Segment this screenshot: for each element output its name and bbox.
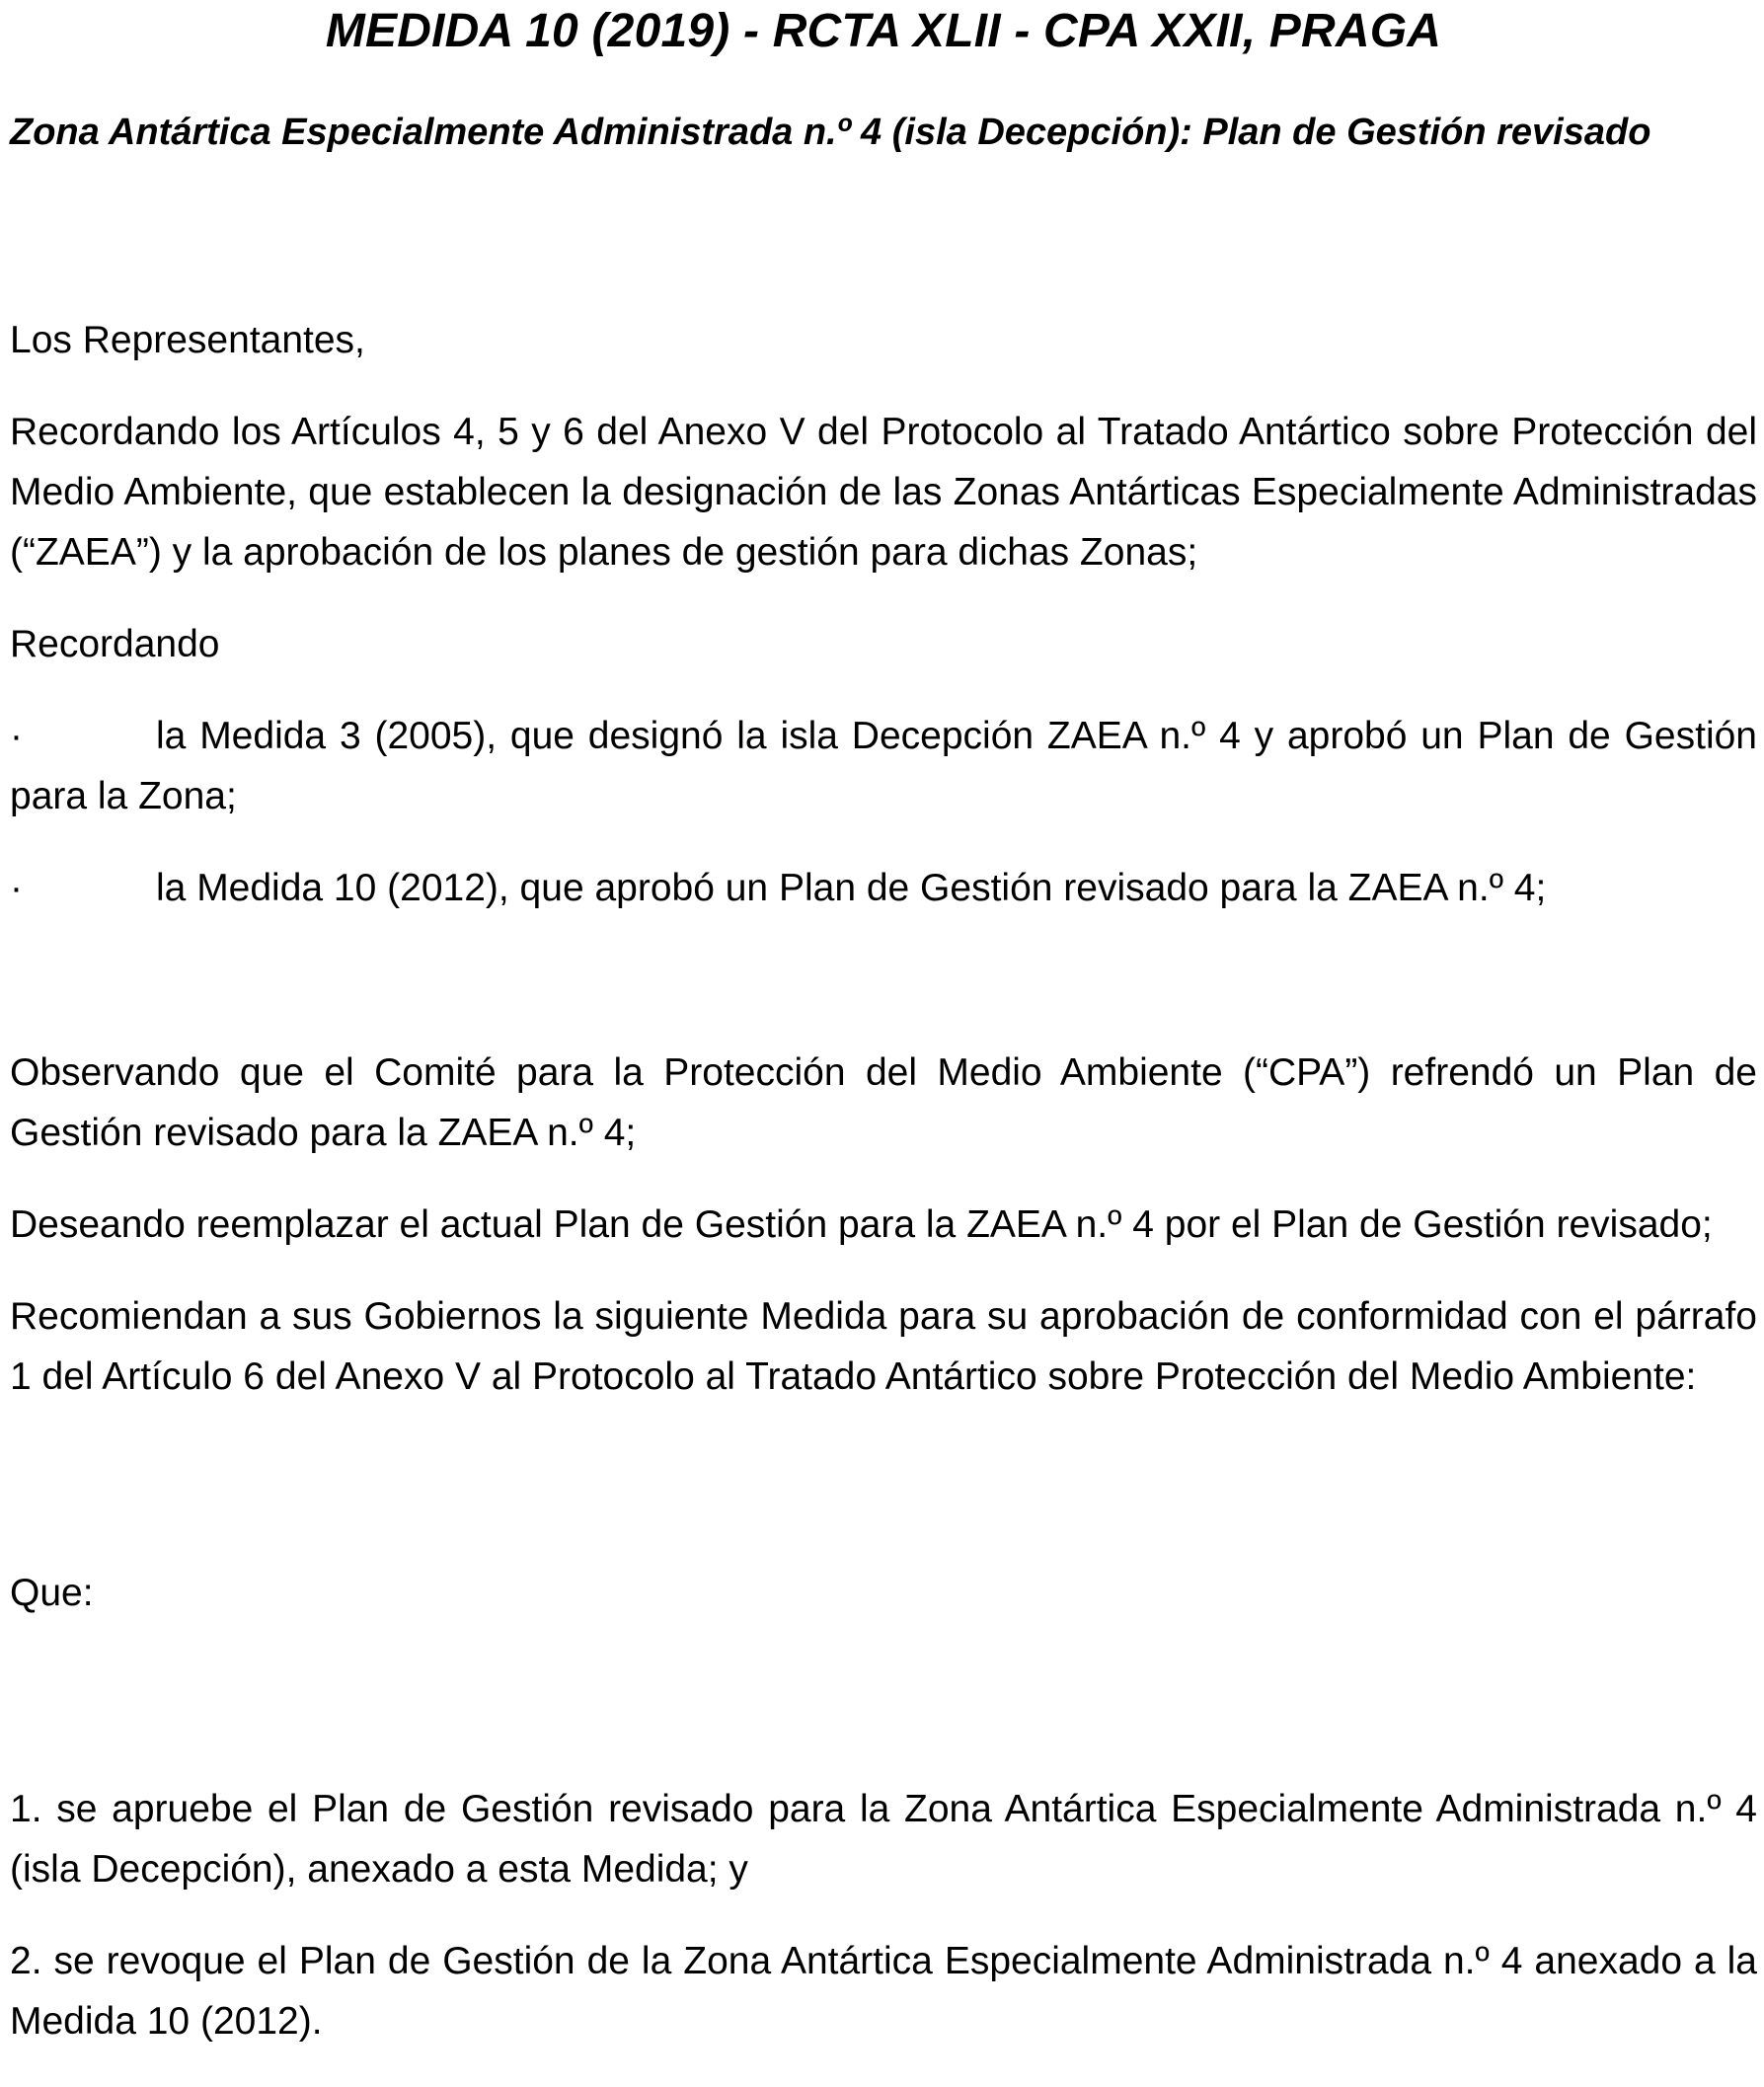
bullet-item-measure-10-2012 (10, 858, 1757, 918)
numbered-item-1: 1. se apruebe el Plan de Gestión revisado para la Zona Antártica Especialmente Administrada n.º 4 (isla Decepción), anexado a esta Medida; y (10, 1788, 1757, 1891)
bullet-item-text: la Medida 3 (2005), que designó la isla Decepción ZAEA n.º 4 y aprobó un Plan de Gestión para la Zona; (10, 715, 1757, 817)
bullet-mark: · (10, 867, 23, 909)
que-label: Que: (10, 1572, 94, 1614)
recalling-label: Recordando (10, 623, 220, 665)
numbered-item-2: 2. se revoque el Plan de Gestión de la Zona Antártica Especialmente Administrada n.º 4 anexado a la Medida 10 (2012). (10, 1940, 1757, 2043)
bullet-item-measure-3-2005 (10, 706, 1757, 826)
document-subtitle: Zona Antártica Especialmente Administrada n.º 4 (isla Decepción): Plan de Gestión revisado (10, 112, 1651, 153)
document-page (10, 0, 1757, 2051)
bullet-item-text: la Medida 10 (2012), que aprobó un Plan de Gestión revisado para la ZAEA n.º 4; (156, 867, 1547, 909)
desiring-paragraph: Deseando reemplazar el actual Plan de Gestión para la ZAEA n.º 4 por el Plan de Gestión revisado; (10, 1203, 1713, 1246)
observing-paragraph: Observando que el Comité para la Protección del Medio Ambiente (“CPA”) refrendó un Plan de Gestión revisado para la ZAEA n.º 4; (10, 1051, 1757, 1154)
greeting-paragraph: Los Representantes, (10, 319, 365, 361)
document-title: MEDIDA 10 (2019) - RCTA XLII - CPA XXII, PRAGA (325, 5, 1442, 57)
recommend-paragraph: Recomiendan a sus Gobiernos la siguiente Medida para su aprobación de conformidad con el párrafo 1 del Artículo 6 del Anexo V al Protocolo al Tratado Antártico sobre Protección del Medio Ambiente: (10, 1295, 1757, 1398)
bullet-mark: · (10, 715, 23, 757)
recalling-articles-paragraph: Recordando los Artículos 4, 5 y 6 del Anexo V del Protocolo al Tratado Antártico sobre Protección del Medio Ambiente, que establecen la designación de las Zonas Antárticas Especialmente Administradas (“ZAEA”) y la aprobación de los planes de gestión para dichas Zonas; (10, 411, 1757, 574)
